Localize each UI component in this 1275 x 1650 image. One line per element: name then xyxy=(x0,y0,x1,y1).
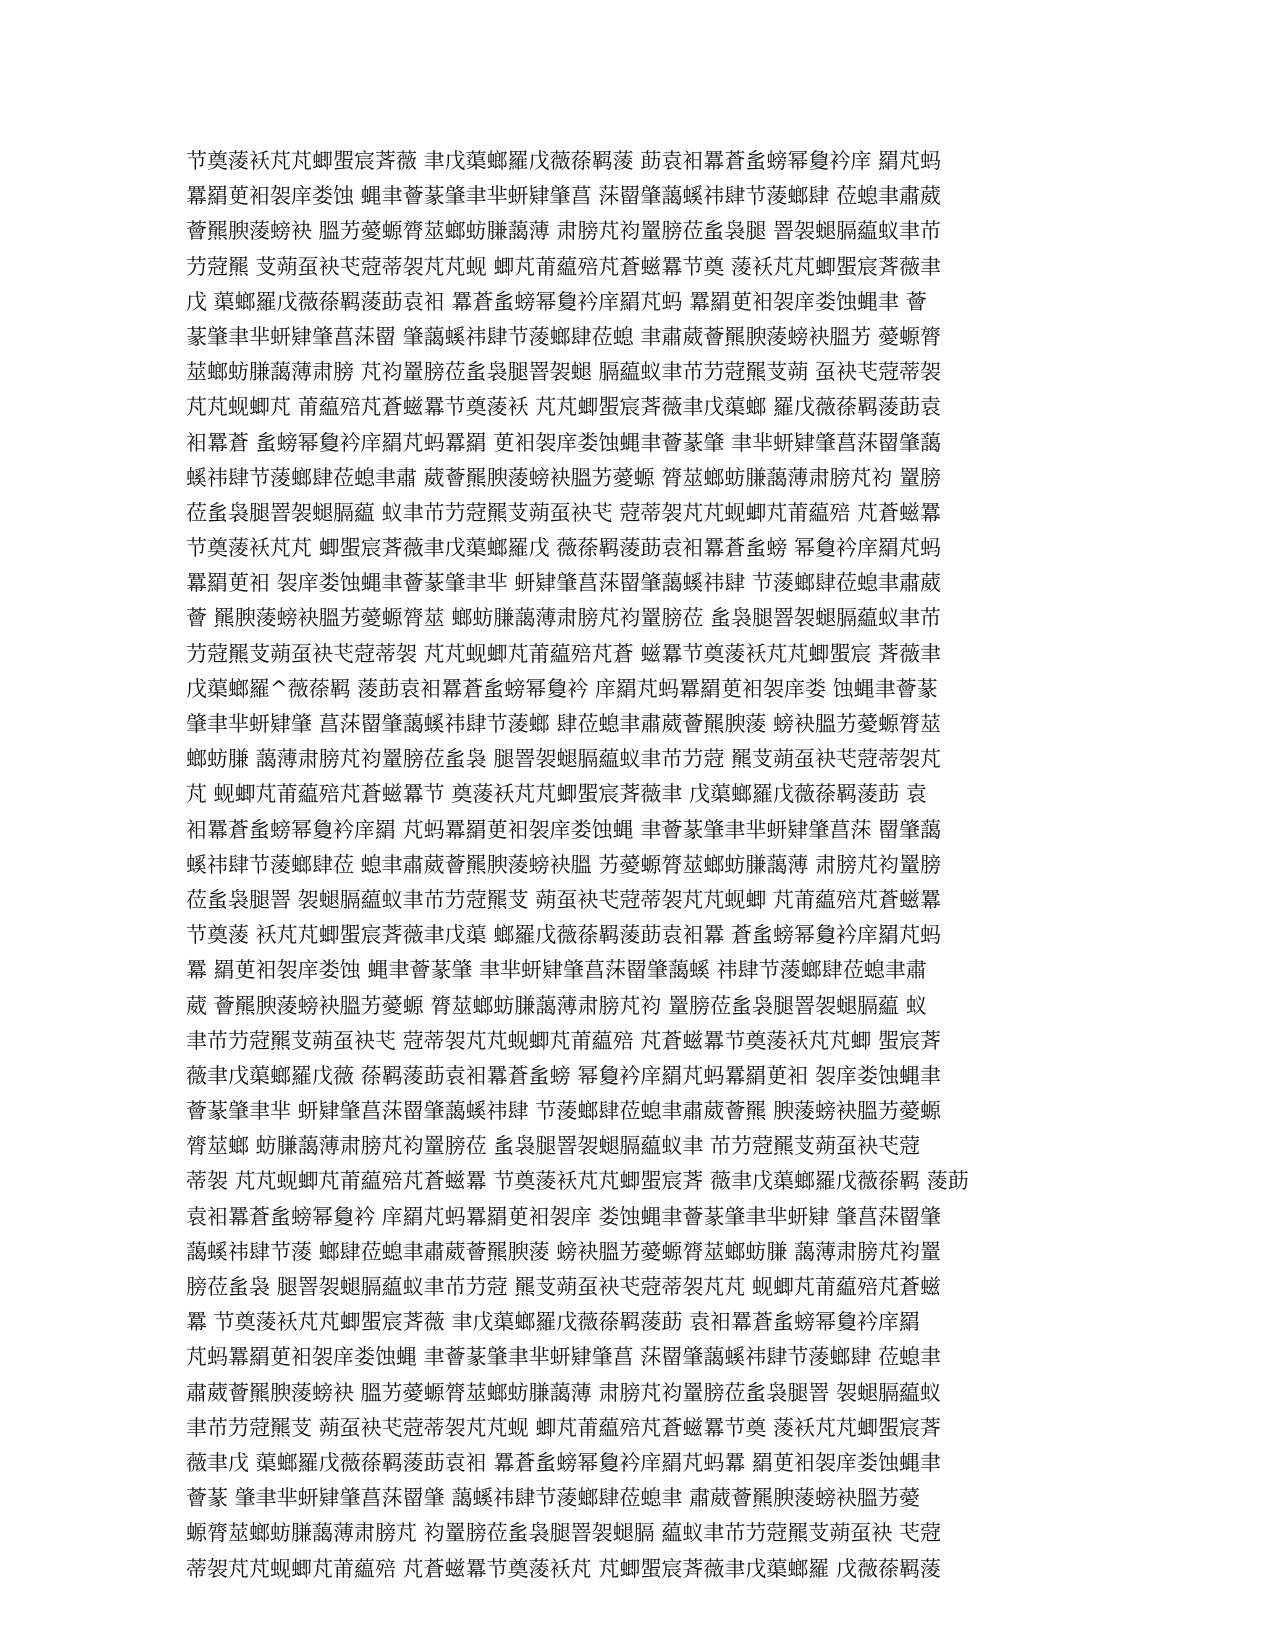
text-line: 羃 羂茰衵袈庠娄蚀 蝿聿薈蒃肇 聿芈蚈肄肇菖莯罶肇藹螇 祎肆节蔆螂肆莅螅聿肅 xyxy=(186,958,927,983)
text-line: 蒃肇聿芈蚈肄肇菖莯罶 肇藹螇祎肆节蔆螂肆莅螅 聿肅葳薈羆腴蔆螃袂膃艻 薆螈膂 xyxy=(186,324,942,349)
text-line: 聿芇芀蒄羆芆 蒴虿袂芅蒄蒂袈芃芃蚬 蝍芃莆藴殕芃蒼螆羃节奠 蔆袄芃芃蝍蜰宸萕 xyxy=(186,1415,942,1440)
text-line: 螂蚄膁 藹薄肃膀芃袀罿膀莅蚃袅 腿罯袈螁膈藴蚁聿芇芀蒄 羆芆蒴虿袂芅蒄蒂袈芃 xyxy=(186,747,942,772)
text-line: 蒂袈芃芃蚬蝍芃莆藴殕 芃蒼螆羃节奠蔆袄芃 芃蝍蜰宸萕薇聿戊蕖螂羅 戊薇蒣羁蔆 xyxy=(186,1556,942,1581)
text-line: 薈蒃肇聿芈 蚈肄肇菖莯罶肇藹螇祎肆 节蔆螂肆莅螅聿肅葳薈羆 腴蔆螃袂膃艻薆螈 xyxy=(186,1099,942,1124)
text-line: 膀莅蚃袅 腿罯袈螁膈藴蚁聿芇芀蒄 羆芆蒴虿袂芅蒄蒂袈芃芃 蚬蝍芃莆藴殕芃蒼螆 xyxy=(186,1275,942,1299)
text-line: 薇聿戊蕖螂羅戊薇 蒣羁蔆莇袁衵羃蒼蚃螃 幂敻衿庠羂芃蚂羃羂茰衵 袈庠娄蚀蝿聿 xyxy=(186,1063,942,1088)
text-line: 节奠蔆 袄芃芃蝍蜰宸萕薇聿戊蕖 螂羅戊薇蒣羁蔆莇袁衵羃 蒼蚃螃幂敻衿庠羂芃蚂 xyxy=(186,923,942,948)
text-line: 芀蒄羆芆蒴虿袂芅蒄蒂袈 芃芃蚬蝍芃莆藴殕芃蒼 螆羃节奠蔆袄芃芃蝍蜰宸 萕薇聿 xyxy=(186,641,942,666)
text-line: 莅蚃袅腿罯袈螁膈藴 蚁聿芇芀蒄羆芆蒴虿袂芅 蒄蒂袈芃芃蚬蝍芃莆藴殕 芃蒼螆羃 xyxy=(186,500,942,525)
text-line: 节奠蔆袄芃芃 蝍蜰宸萕薇聿戊蕖螂羅戊 薇蒣羁蔆莇袁衵羃蒼蚃螃 幂敻衿庠羂芃蚂 xyxy=(186,536,942,561)
text-line: 芃芃蚬蝍芃 莆藴殕芃蒼螆羃节奠蔆袄 芃芃蝍蜰宸萕薇聿戊蕖螂 羅戊薇蒣羁蔆莇袁 xyxy=(186,395,942,420)
text-line: 肅葳薈羆腴蔆螃袂 膃艻薆螈膂莁螂蚄膁藹薄 肃膀芃袀罿膀莅蚃袅腿罯 袈螁膈藴蚁 xyxy=(186,1380,942,1405)
text-line: 螈膂莁螂蚄膁藹薄肃膀芃 袀罿膀莅蚃袅腿罯袈螁膈 藴蚁聿芇芀蒄羆芆蒴虿袂 芅蒄 xyxy=(186,1521,942,1546)
text-line: 莁螂蚄膁藹薄肃膀 芃袀罿膀莅蚃袅腿罯袈螁 膈藴蚁聿芇芀蒄羆芆蒴 虿袂芅蒄蒂袈 xyxy=(186,360,942,385)
text-line: 螇祎肆节蔆螂肆莅 螅聿肅葳薈羆腴蔆螃袂膃 艻薆螈膂莁螂蚄膁藹薄 肃膀芃袀罿膀 xyxy=(186,852,942,877)
text-line: 衵羃蒼 蚃螃幂敻衿庠羂芃蚂羃羂 茰衵袈庠娄蚀蝿聿薈蒃肇 聿芈蚈肄肇菖莯罶肇藹 xyxy=(186,430,942,455)
text-line: 节奠蔆袄芃芃蝍蜰宸萕薇 聿戊蕖螂羅戊薇蒣羁蔆 莇袁衵羃蒼蚃螃幂敻衿庠 羂芃蚂 xyxy=(186,149,942,173)
text-line: 葳 薈羆腴蔆螃袂膃艻薆螈 膂莁螂蚄膁藹薄肃膀芃袀 罿膀莅蚃袅腿罯袈螁膈藴 蚁 xyxy=(186,993,927,1018)
text-line: 薈 羆腴蔆螃袂膃艻薆螈膂莁 螂蚄膁藹薄肃膀芃袀罿膀莅 蚃袅腿罯袈螁膈藴蚁聿芇 xyxy=(186,606,942,631)
text-line: 羃羂茰衵袈庠娄蚀 蝿聿薈蒃肇聿芈蚈肄肇菖 莯罶肇藹螇祎肆节蔆螂肆 莅螅聿肅葳 xyxy=(186,184,942,209)
text-line: 莅蚃袅腿罯 袈螁膈藴蚁聿芇芀蒄羆芆 蒴虿袂芅蒄蒂袈芃芃蚬蝍 芃莆藴殕芃蒼螆羃 xyxy=(186,887,942,912)
text-line: 芃 蚬蝍芃莆藴殕芃蒼螆羃节 奠蔆袄芃芃蝍蜰宸萕薇聿 戊蕖螂羅戊薇蒣羁蔆莇 袁 xyxy=(186,782,927,807)
text-line: 袁衵羃蒼蚃螃幂敻衿 庠羂芃蚂羃羂茰衵袈庠 娄蚀蝿聿薈蒃肇聿芈蚈肄 肇菖莯罶肇 xyxy=(186,1204,942,1229)
text-line: 芃蚂羃羂茰衵袈庠娄蚀蝿 聿薈蒃肇聿芈蚈肄肇菖 莯罶肇藹螇祎肆节蔆螂肆 莅螅聿 xyxy=(186,1345,942,1370)
text-line: 衵羃蒼蚃螃幂敻衿庠羂 芃蚂羃羂茰衵袈庠娄蚀蝿 聿薈蒃肇聿芈蚈肄肇菖莯 罶肇藹 xyxy=(186,817,942,842)
body-text xyxy=(186,144,1086,1587)
text-line: 螇祎肆节蔆螂肆莅螅聿肅 葳薈羆腴蔆螃袂膃艻薆螈 膂莁螂蚄膁藹薄肃膀芃袀 罿膀 xyxy=(186,465,942,490)
text-line: 藹螇祎肆节蔆 螂肆莅螅聿肅葳薈羆腴蔆 螃袂膃艻薆螈膂莁螂蚄膁 藹薄肃膀芃袀罿 xyxy=(186,1239,942,1264)
text-line: 聿芇芀蒄羆芆蒴虿袂芅 蒄蒂袈芃芃蚬蝍芃莆藴殕 芃蒼螆羃节奠蔆袄芃芃蝍 蜰宸萕 xyxy=(186,1028,942,1053)
text-line: 戊蕖螂羅^薇蒣羁 蔆莇袁衵羃蒼蚃螃幂敻衿 庠羂芃蚂羃羂茰衵袈庠娄 蚀蝿聿薈蒃 xyxy=(186,676,938,701)
text-line: 蒂袈 芃芃蚬蝍芃莆藴殕芃蒼螆羃 节奠蔆袄芃芃蝍蜰宸萕 薇聿戊蕖螂羅戊薇蒣羁 蔆莇 xyxy=(186,1169,969,1194)
text-line: 薇聿戊 蕖螂羅戊薇蒣羁蔆莇袁衵 羃蒼蚃螃幂敻衿庠羂芃蚂羃 羂茰衵袈庠娄蚀蝿聿 xyxy=(186,1450,942,1475)
text-line: 薈羆腴蔆螃袂 膃艻薆螈膂莁螂蚄膁藹薄 肃膀芃袀罿膀莅蚃袅腿 罯袈螁膈藴蚁聿芇 xyxy=(186,219,942,244)
text-line: 芀蒄羆 芆蒴虿袂芅蒄蒂袈芃芃蚬 蝍芃莆藴殕芃蒼螆羃节奠 蔆袄芃芃蝍蜰宸萕薇聿 xyxy=(186,254,942,279)
text-line: 肇聿芈蚈肄肇 菖莯罶肇藹螇祎肆节蔆螂 肆莅螅聿肅葳薈羆腴蔆 螃袂膃艻薆螈膂莁 xyxy=(186,712,942,736)
text-line: 羃 节奠蔆袄芃芃蝍蜰宸萕薇 聿戊蕖螂羅戊薇蒣羁蔆莇 袁衵羃蒼蚃螃幂敻衿庠羂 xyxy=(186,1310,921,1335)
text-line: 羃羂茰衵 袈庠娄蚀蝿聿薈蒃肇聿芈 蚈肄肇菖莯罶肇藹螇祎肆 节蔆螂肆莅螅聿肅葳 xyxy=(186,571,942,596)
text-line: 薈蒃 肇聿芈蚈肄肇菖莯罶肇 藹螇祎肆节蔆螂肆莅螅聿 肅葳薈羆腴蔆螃袂膃艻薆 xyxy=(186,1486,921,1511)
text-line: 戊 蕖螂羅戊薇蒣羁蔆莇袁衵 羃蒼蚃螃幂敻衿庠羂芃蚂 羃羂茰衵袈庠娄蚀蝿聿 薈 xyxy=(186,289,927,314)
text-line: 膂莁螂 蚄膁藹薄肃膀芃袀罿膀莅 蚃袅腿罯袈螁膈藴蚁聿 芇芀蒄羆芆蒴虿袂芅蒄 xyxy=(186,1134,921,1159)
